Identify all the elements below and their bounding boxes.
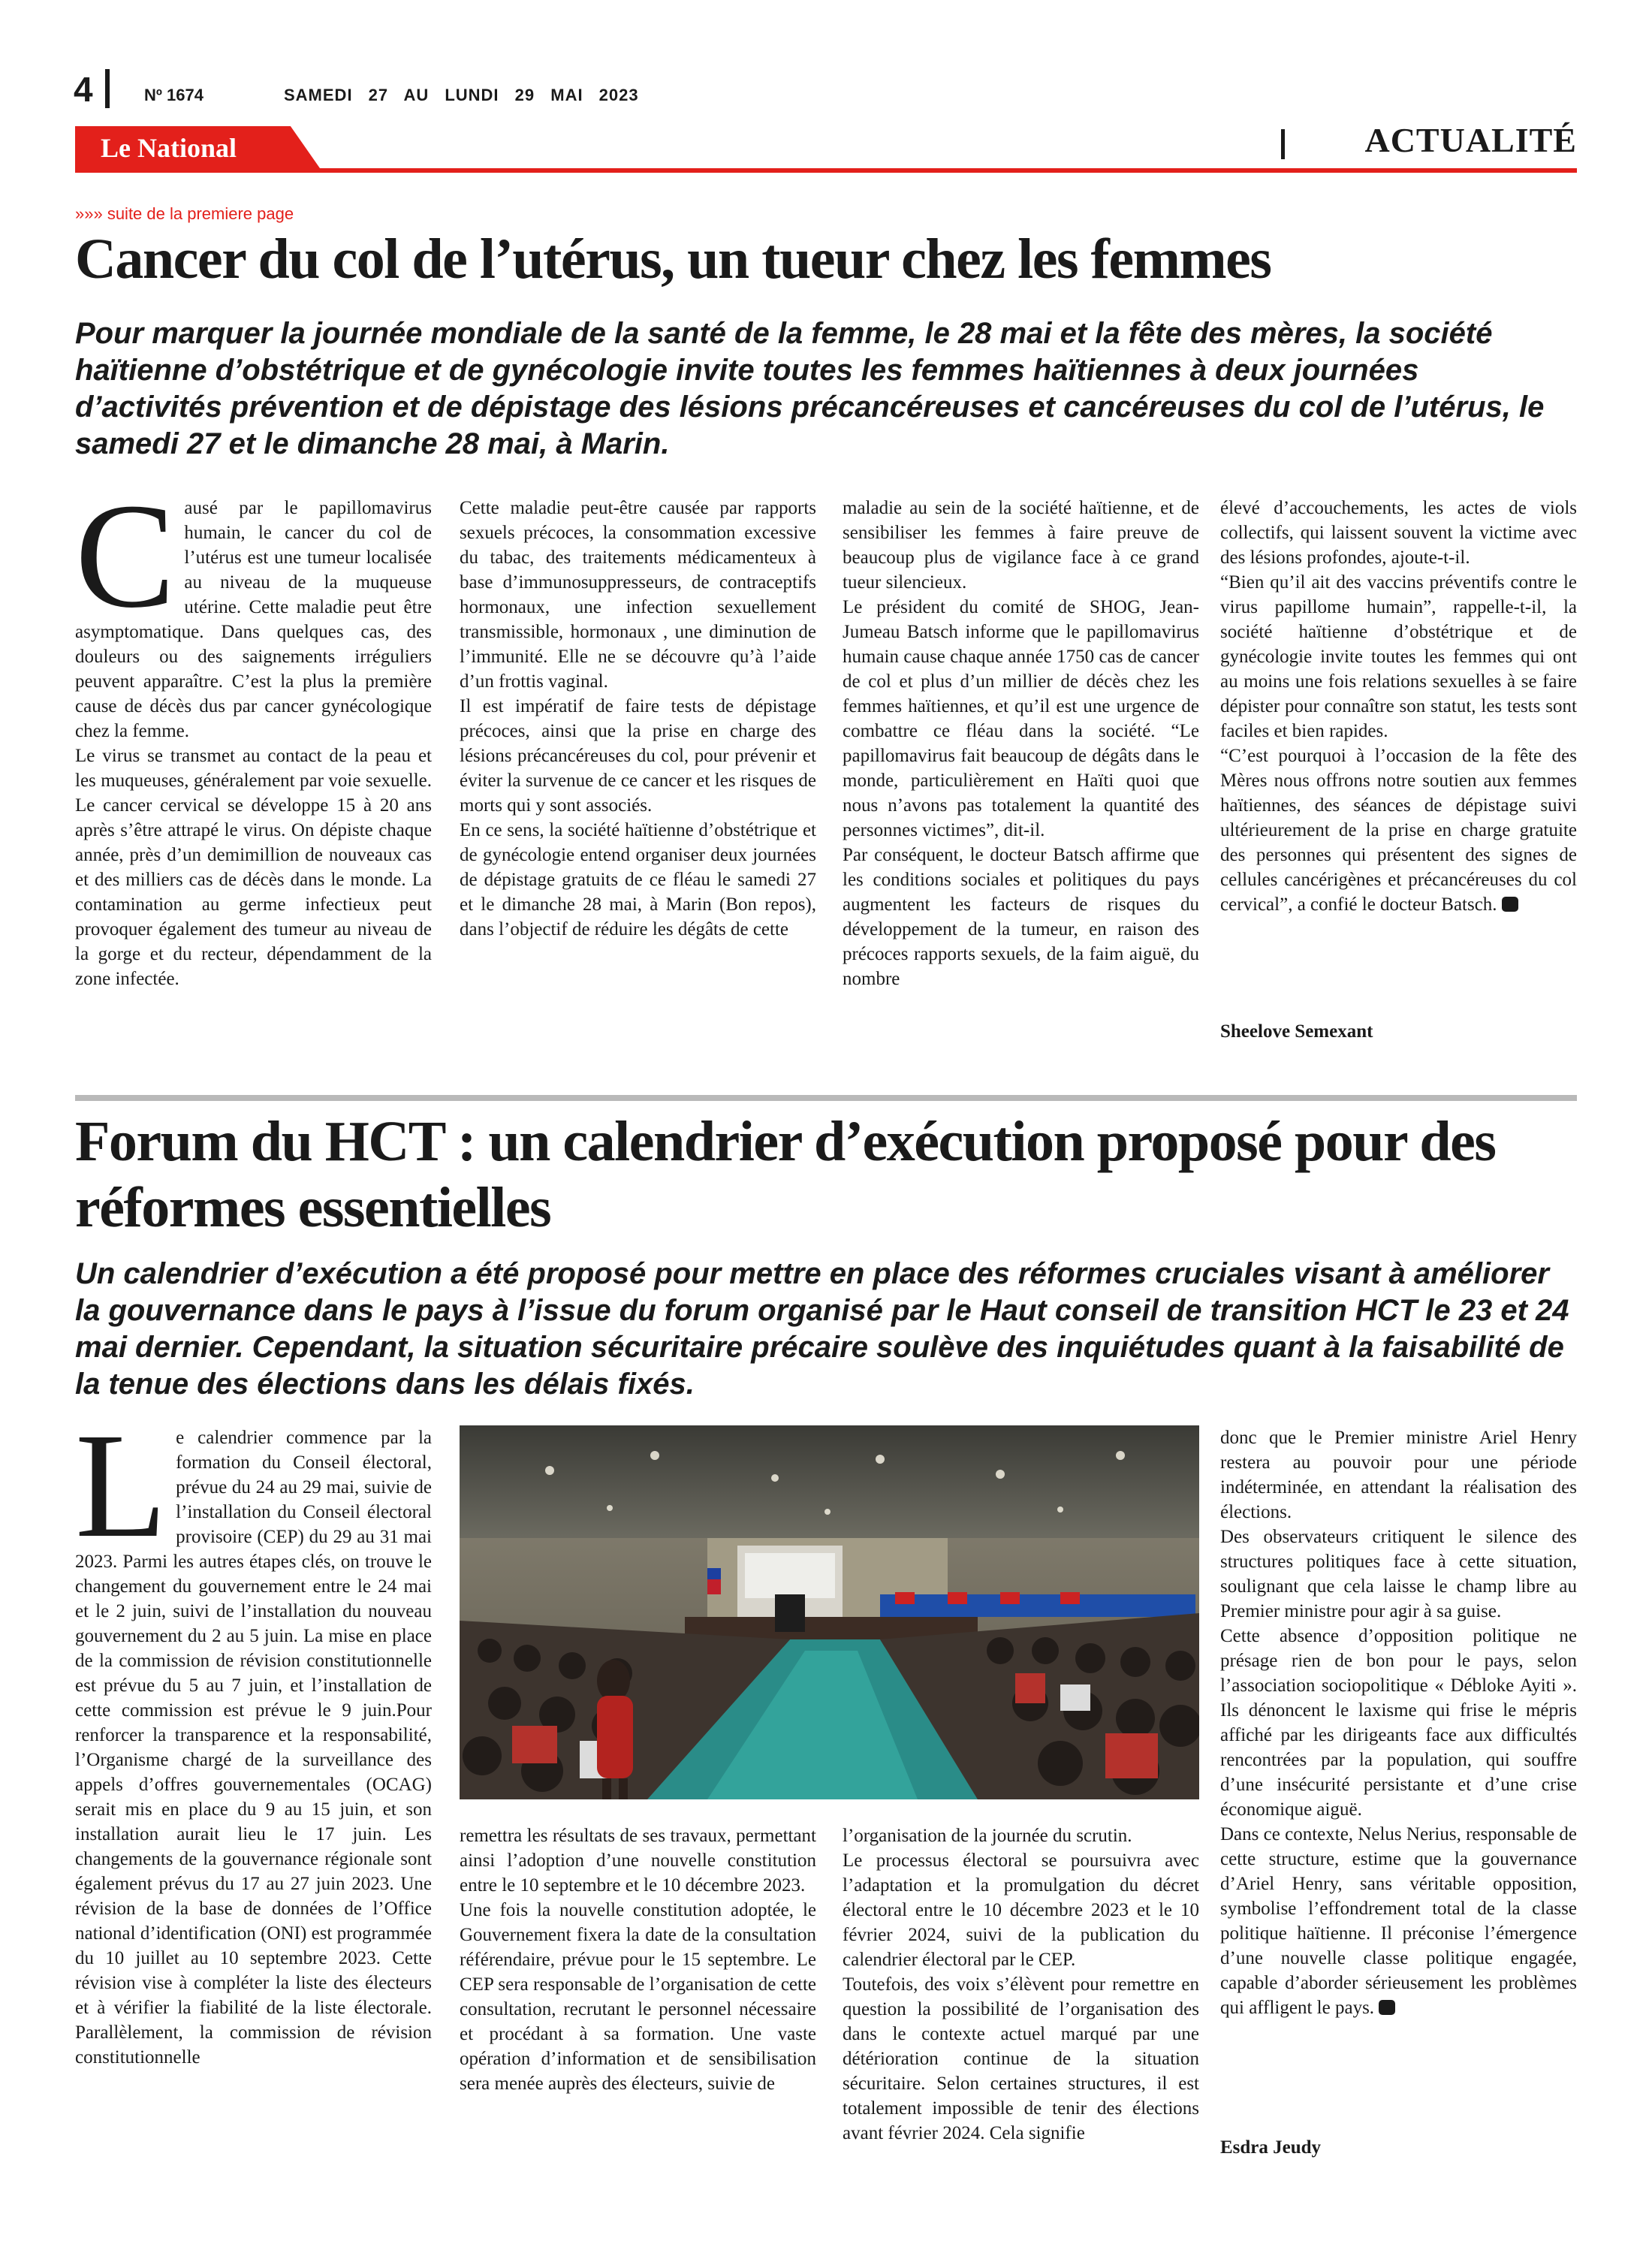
paragraph: Toutefois, des voix s’élèvent pour remettre en question la possibilité de l’organisation des dans le contexte actuel marqué par une détérioration continue de la situation sécuritaire. Selon certaines structures, il est totalement impossible de tenir des élections avant février 2024. Cela signifie <box>843 1974 1199 2143</box>
article2-column-4 <box>1220 1425 1577 2020</box>
paragraph: Le virus se transmet au contact de la peau et les muqueuses, généralement par voie sexuelle. Le cancer cervical se développe 15 à 20 ans après s’être attrapé le virus. On dépiste chaque année, près d’un demimillion de nouveaux cas et des milliers cas de décès dans le monde. La contamination au germe infectieux peut provoquer également des tumeur au niveau de la gorge et du recteur, dépendamment de la zone infectée. <box>75 746 432 989</box>
paragraph: Par conséquent, le docteur Batsch affirme que les conditions sociales et politiques du pays augmentent les facteurs de risques du développement de la tumeur, en raison des précoces rapports sexuels, de la faim aiguë, du nombre <box>843 845 1199 989</box>
paragraph: Le processus électoral se poursuivra avec l’adaptation et la promulgation du décret électoral entre le 10 décembre 2023 et le 10 février 2024, suivi de la publication du calendrier électoral par le CEP. <box>843 1850 1199 1970</box>
issue-date: SAMEDI 27 AU LUNDI 29 MAI 2023 <box>284 86 639 104</box>
paragraph: Cette absence d’opposition politique ne présage rien de bon pour le pays, selon l’association sociopolitique « Débloke Ayiti ». Ils dénoncent le laxisme qui frise le mépris affiché par les dirigeants face aux difficultés rencontrées par la population, qui souffre d’une insécurité persistante et d’une crise économique aiguë. <box>1220 1626 1577 1820</box>
paragraph: e calendrier commence par la formation du Conseil électoral, prévue du 24 au 29 mai, suivie de l’installation du Conseil électoral provisoire (CEP) du 29 au 31 mai 2023. Parmi les autres étapes clés, on trouve le changement du gouvernement entre le 24 mai et le 2 juin, suivi de l’installation du nouveau gouvernement du 2 au 5 juin. La mise en place de la commission de révision constitutionnelle est prévue du 5 au 7 juin, et l’installation de cette commission est prévue le 9 juin.Pour renforcer la transparence et la responsabilité, l’Organisme chargé de la surveillance des appels d’offres gouvernementales (OCAG) serait mis en place du 9 au 15 juin, et son installation aurait lieu le 17 juin. Les changements de la gouvernance régionale sont également prévus du 17 au 27 juin 2023. Une révision de la base de données de l’Office national d’identification (ONI) est programmée du 10 juillet au 10 septembre 2023. Cette révision vise à compléter la liste des électeurs et à vérifier la fiabilité de la liste électorale. Parallèlement, la commission de révision constitutionnelle <box>75 1428 432 2068</box>
article1-headline: Cancer du col de l’utérus, un tueur chez les femmes <box>75 228 1271 291</box>
section-title: ACTUALITÉ <box>1364 121 1577 159</box>
paragraph: Une fois la nouvelle constitution adoptée, le Gouvernement fixera la date de la consultation référendaire, prévue pour le 15 septembre. Le CEP sera responsable de l’organisation de cette consultation, recrutant le personnel nécessaire et procédant à sa formation. Une vaste opération d’information et de sensibilisation sera menée auprès des électeurs, suivie de <box>460 1900 816 2094</box>
article2-lede: Un calendrier d’exécution a été proposé pour mettre en place des réformes cruciales visant à améliorer la gouvernance dans le pays à l’issue du forum organisé par le Haut conseil de transition HCT le 23 et 24 mai dernier. Cependant, la situation sécuritaire précaire soulève des inquiétudes quant à la faisabilité de la tenue des élections dans les délais fixés. <box>75 1257 1569 1401</box>
conference-hall-image <box>460 1425 1199 1799</box>
header-rule <box>75 168 1577 173</box>
brand-name: Le National <box>101 133 237 163</box>
article2-column-2 <box>460 1823 816 2096</box>
paragraph: “Bien qu’il ait des vaccins préventifs contre le virus papillome humain”, rappelle-t-il, la société haïtienne d’obstétrique et de gynécologie invite toutes les femmes qui ont au moins une fois relations sexuelles à se faire dépister pour connaître son statut, les tests sont faciles et bien rapides. <box>1220 572 1577 741</box>
article2-column-1 <box>75 1403 432 2070</box>
section-divider <box>1281 129 1285 159</box>
paragraph: Des observateurs critiquent le silence des structures politiques face à cette situation, soulignant que cela laisse le champ libre au Premier ministre pour agir à sa guise. <box>1220 1527 1577 1621</box>
article1-column-1 <box>75 473 432 991</box>
article1-byline: Sheelove Semexant <box>1220 1021 1373 1042</box>
page-number: 4 <box>74 70 93 109</box>
article1-dropcap: C <box>75 473 176 639</box>
page-number-divider <box>105 69 110 108</box>
paragraph: Le président du comité de SHOG, Jean-Jumeau Batsch informe que le papillomavirus humain cause chaque année 1750 cas de cancer de col et plus d’un millier de décès chez les femmes haïtiennes, et qu’il est une urgence de combattre ce fléau dans la société. “Le papillomavirus fait beaucoup de dégâts dans le monde, particulièrement en Haïti quoi que nous n’avons pas totalement la quantité des personnes victimes”, dit-il. <box>843 597 1199 840</box>
paragraph: élevé d’accouchements, les actes de viols collectifs, qui laissent souvent la victime avec des lésions profondes, ajoute-t-il. <box>1220 498 1577 568</box>
paragraph-text: “C’est pourquoi à l’occasion de la fête des Mères nous offrons notre soutien aux femmes haïtiennes, des séances de dépistage suivi ultérieurement de la prise en charge gratuite des personnes qui présentent des signes de cellules cancérigènes et précancéreuses du col cervical”, a confié le docteur Batsch. <box>1220 746 1577 915</box>
article-divider <box>75 1095 1577 1101</box>
article2-dropcap: L <box>75 1403 167 1569</box>
article1-column-2 <box>460 496 816 942</box>
paragraph-last <box>1220 1822 1577 2020</box>
paragraph: ausé par le papillomavirus humain, le cancer du col de l’utérus est une tumeur localisée au niveau de la muqueuse utérine. Cette maladie peut être asymptomatique. Dans quelques cas, des douleurs ou des saignements irréguliers peuvent apparaître. C’est la plus la première cause de décès dus par cancer gynécologique chez la femme. <box>75 498 432 741</box>
paragraph: Il est impératif de faire tests de dépistage précoces, ainsi que la prise en charge des lésions précancéreuses du col, pour prévenir et éviter la survenue de ce cancer et les risques de morts qui y sont associés. <box>460 696 816 816</box>
paragraph: maladie au sein de la société haïtienne, et de sensibiliser les femmes à faire preuve de beaucoup plus de vigilance face à ce grand tueur silencieux. <box>843 498 1199 593</box>
paragraph: donc que le Premier ministre Ariel Henry restera au pouvoir pour une période indéterminée, en attendant la réalisation des élections. <box>1220 1428 1577 1522</box>
paragraph: l’organisation de la journée du scrutin. <box>843 1826 1132 1846</box>
issue-number: Nº 1674 <box>144 86 203 104</box>
paragraph: Cette maladie peut-être causée par rapports sexuels précoces, la consommation excessive du tabac, des traitements médicamenteux à base d’immunosuppresseurs, de contraceptifs hormonaux, une infection sexuellement transmissible, hormonaux , une diminution de l’immunité. Elle ne se découvre qu’à l’aide d’un frottis vaginal. <box>460 498 816 692</box>
end-mark-icon <box>1379 2000 1395 2015</box>
article2-headline: Forum du HCT : un calendrier d’exécution proposé pour des réformes essentielles <box>75 1110 1496 1239</box>
article1-column-3 <box>843 496 1199 991</box>
article1-lede: Pour marquer la journée mondiale de la santé de la femme, le 28 mai et la fête des mères, la société haïtienne d’obstétrique et de gynécologie invite toutes les femmes haïtiennes à deux journées d’activités prévention et de dépistage des lésions précancéreuses et cancéreuses du col de l’utérus, le samedi 27 et le dimanche 28 mai, à Marin. <box>75 317 1545 460</box>
forum-photo <box>460 1425 1199 1799</box>
paragraph: En ce sens, la société haïtienne d’obstétrique et de gynécologie entend organiser deux journées de dépistage gratuits de ce fléau le samedi 27 et le dimanche 28 mai, à Marin (Bon repos), dans l’objectif de réduire les dégâts de cette <box>460 820 816 940</box>
paragraph: remettra les résultats de ses travaux, permettant ainsi l’adoption d’une nouvelle constitution entre le 10 septembre et le 10 décembre 2023. <box>460 1826 816 1896</box>
paragraph-text: Dans ce contexte, Nelus Nerius, responsable de cette structure, estime que la gouvernance d’Ariel Henry, sans véritable opposition, symbolise l’effondrement total de la classe politique haïtienne. Il préconise l’émergence d’une nouvelle classe politique engagée, capable d’aborder sérieusement les problèmes qui affligent le pays. <box>1220 1824 1577 2018</box>
paragraph-last <box>1220 743 1577 917</box>
article1-column-4 <box>1220 496 1577 917</box>
end-mark-icon <box>1502 897 1518 912</box>
article2-byline: Esdra Jeudy <box>1220 2137 1322 2158</box>
article2-column-3 <box>843 1823 1199 2146</box>
continued-kicker: »»» suite de la premiere page <box>75 204 294 223</box>
